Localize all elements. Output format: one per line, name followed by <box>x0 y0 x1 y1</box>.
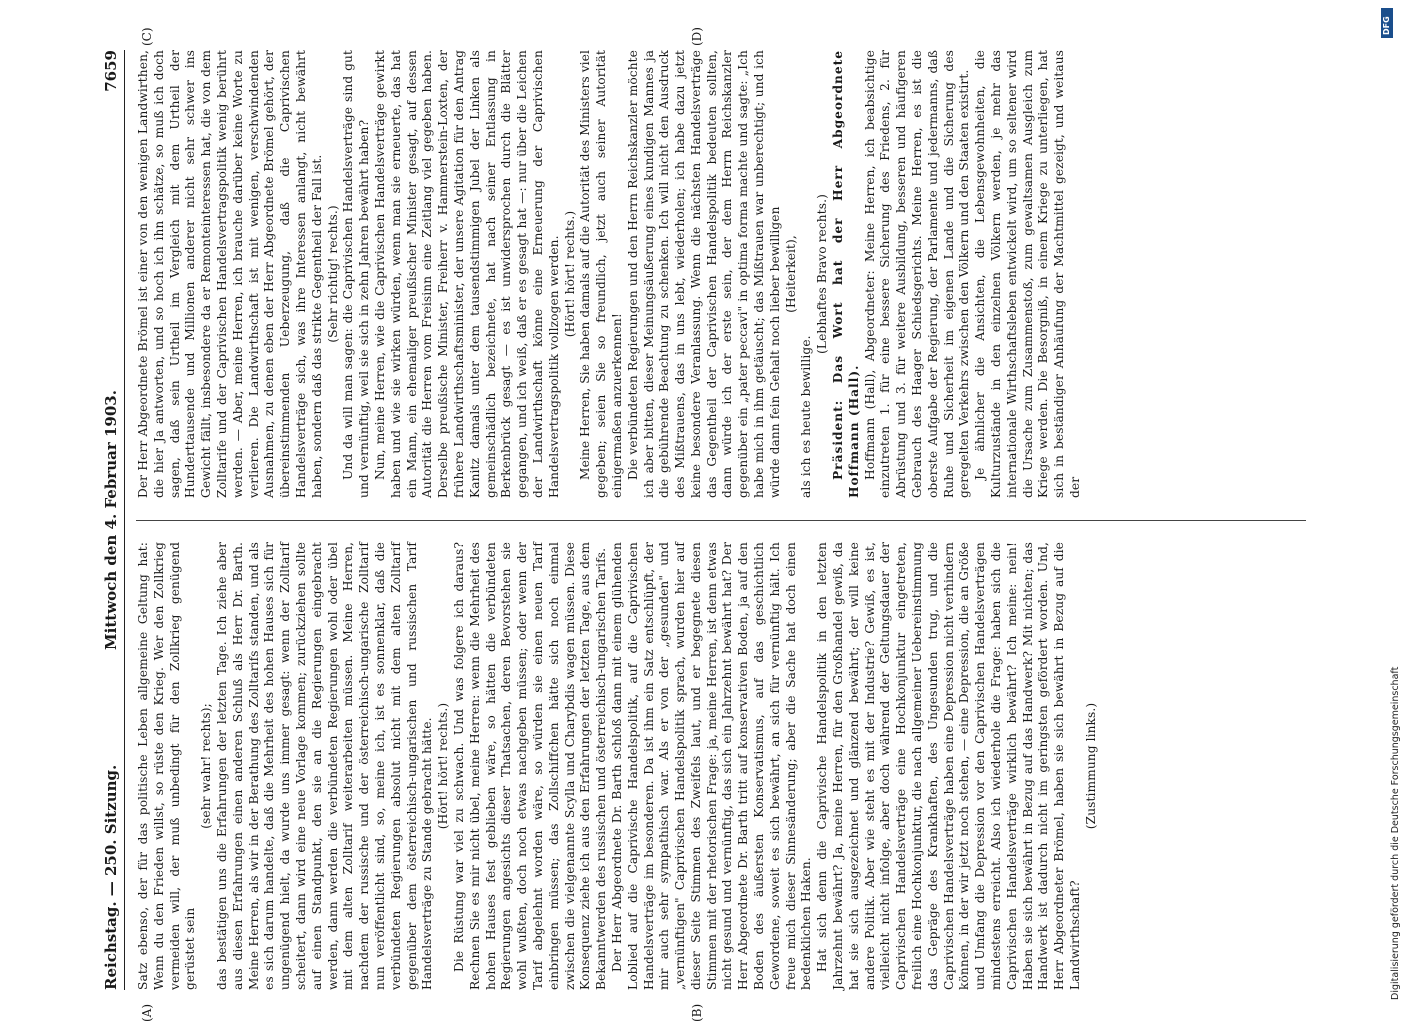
paragraph: Der Herr Abgeordnete Dr. Barth schloß dann mit einem glühenden Loblied auf die Caprivische Handelspolitik, auf die Caprivischen Handelsverträge im besonderen. Da ist ihm ein Satz entschlüpft, der mir auch sehr sympathisch war. Als er von der „gesunden" und „vernünftigen" Caprivischen Handelspolitik sprach, wurden hier auf dieser Seite Stimmen des Zweifels laut, und er begegnete diesen Stimmen mit der rhetorischen Frage: ja, meine Herren, ist denn etwas nicht gesund und vernünftig, das sich ein Jahrzehnt bewährt hat? Der Herr Abgeordnete Dr. Barth tritt auf konservativen Boden, ja auf den Boden des äußersten Konservatismus, auf das geschichtlich Gewordene, soweit es sich bewährt, an sich für vernünftig hält. Ich freue mich dieser Sinnesänderung; aber die Sache hat doch einen bedenklichen Haken. <box>609 542 814 990</box>
paragraph: Meine Herren, Sie haben damals auf die Autorität des Ministers viel gegeben; seien Sie so freundlich, jetzt auch seiner Autorität einigermaßen anzuerkennen! <box>578 50 624 498</box>
left-column <box>136 542 1306 990</box>
paragraph: Und da will man sagen: die Caprivischen Handelsverträge sind gut und vernünftig, weil sie sich in zehn Jahren bewährt haben? <box>341 50 372 498</box>
speaker-president: Präsident: Das Wort hat der Herr Abgeordnete Hoffmann (Hall). <box>831 50 861 498</box>
paragraph: Satz ebenso, der für das politische Leben allgemeine Geltung hat: Wenn du den Frieden willst, so rüste den Krieg. Wer den Zollkrieg vermeiden will, der muß unbedingt für den Zollkrieg genügend gerüstet sein <box>136 542 198 990</box>
page-header <box>100 50 125 990</box>
paragraph: Der Herr Abgeordnete Brömel ist einer von den wenigen Landwirthen, die hier Ja antworten, und so hoch ich ihn schätze, so muß ich doch sagen, daß sein Urtheil im Vergleich mit dem Urtheil der Hunderttausende und Millionen anderer nicht sehr schwer ins Gewicht fällt, insbesondere da er Remonteinteressen hat, die von dem Zolltarife und der Caprivischen Handelsvertragspolitik wenig berührt werden. — Aber, meine Herren, ich brauche darüber keine Worte zu verlieren. Die Landwirthschaft ist mit wenigen, verschwindenden Ausnahmen, zu denen eben der Herr Abgeordnete Brömel gehört, der übereinstimmenden Ueberzeugung, daß die Caprivischen Handelsverträge sich, was ihre Interessen anlangt, nicht bewährt haben, sondern daß das strikte Gegentheil der Fall ist. <box>136 50 324 498</box>
document-page <box>100 27 1310 1022</box>
credit-text: Digitalisierung gefördert durch die Deutsche Forschungsgemeinschaft <box>1390 666 1401 1000</box>
header-date: Mittwoch den 4. Februar 1903. <box>102 390 120 650</box>
speaker-paragraph: Hoffmann (Hall), Abgeordneter: Meine Herren, ich beabsichtige einzutreten 1. für eine bessere Sicherung des Friedens, 2. für Abrüstung und 3. für weitere Ausbildung, besseren und häufigeren Gebrauch des Haager Schiedsgerichts. Meine Herren, es ist die oberste Aufgabe der Regierung, der Parlamente und jedermanns, daß Ruhe und Sicherheit im eigenen Lande und die Sicherung des geregelten Verkehrs zwischen den Völkern und den Staaten existirt. <box>862 50 972 498</box>
paragraph: Nun, meine Herren, wie die Caprivischen Handelsverträge gewirkt haben und wie sie wirken würden, wenn man sie erneuerte, das hat ein Mann, ein ehemaliger preußischer Minister gesagt, auf dessen Autorität die Herren vom Freisinn eine Zeitlang viel gegeben haben. Derselbe preußische Minister, Freiherr v. Hammerstein-Loxten, der frühere Landwirthschaftsminister, der unsere Agitation für den Antrag Kanitz damals unter dem tausendstimmigen Jubel der Linken als gemeinschädlich bezeichnete, hat nach seiner Entlassung in Berkenbrück gesagt — es ist unwidersprochen durch die Blätter gegangen, und ich weiß, daß er es gesagt hat —: nur über die Leichen der Landwirthschaft könne eine Erneuerung der Caprivischen Handelsvertragspolitik vollzogen werden. <box>372 50 561 498</box>
interjection: (Heiterkeit), <box>783 235 798 313</box>
column-divider <box>136 520 1306 521</box>
paragraph: Die verbündeten Regierungen und den Herrn Reichskanzler möchte ich aber bitten, dieser Meinungsäußerung eines kundigen Mannes ja die gebührende Beachtung zu schenken. Ich will nicht den Ausdruck des Mißtrauens, das in uns lebt, wiederholen; ich habe dazu jetzt keine besondere Veranlassung. Wenn die nächsten Handelsverträge das Gegentheil der Caprivischen Handelspolitik bedeuten sollten, dann würde ich der erste sein, der dem Herrn Reichskanzler gegenüber ein „pater peccavi" in optima forma machte und sagte: „Ich habe mich in ihm getäuscht; das Mißtrauen war unberechtigt; und ich würde dann fein Gehalt noch lieber bewilligen <box>625 50 782 498</box>
interjection: (Hört! hört! rechts.) <box>436 702 451 830</box>
header-left: Reichstag. — 250. Sitzung. <box>102 764 120 990</box>
margin-mark-a: (A) <box>140 1003 154 1022</box>
paragraph: als ich es heute bewillige. <box>799 335 814 498</box>
paragraph: Die Rüstung war viel zu schwach. Und was folgere ich daraus? Rechnen Sie es mir nicht übel, meine Herren: wenn die Mehrheit des hohen Hauses fest geblieben wäre, so hätten die verbündeten Regierungen angesichts dieser Thatsachen, deren Bevorstehen sie wohl wußten, doch noch etwas nachgeben müssen; oder wenn der Tarif abgelehnt worden wäre, so würden sie einen neuen Tarif einbringen müssen; das Zollschiffchen hätte sich noch einmal zwischen die vielgenannte Scylla und Charybdis wagen müssen. Diese Konsequenz ziehe ich aus den Erfahrungen der letzten Tage, aus dem Bekanntwerden des russischen und österreichisch-ungarischen Tarifs. <box>451 542 609 990</box>
margin-mark-c: (C) <box>140 27 154 46</box>
right-column <box>136 50 1306 498</box>
interjection: (Hört! hört! rechts.) <box>562 210 577 338</box>
paragraph: Je ähnlicher die Ansichten, die Lebensgewohnheiten, die Kulturzustände in den einzelnen Völkern werden, je mehr das internationale Wirthschaftsleben entwickelt wird, um so seltener wird die Ursache zum Zusammenstoß, zum gewaltsamen Ausgleich zum Kriege werden. Die Besorgniß, in einem Kriege zu unterliegen, hat sich in beständiger Anhäufung der Machtmittel gezeigt, und weitaus der <box>973 50 1083 498</box>
margin-mark-b: (B) <box>690 1003 704 1022</box>
interjection: (Sehr richtig! rechts.) <box>325 205 340 343</box>
interjection: (Zustimmung links.) <box>1083 702 1098 830</box>
margin-mark-d: (D) <box>690 27 704 46</box>
paragraph: das bestätigen uns die Erfahrungen der letzten Tage. Ich ziehe aber aus diesen Erfahrungen einen anderen Schluß als Herr Dr. Barth. Meine Herren, als wir in der Berathung des Zolltarifs standen, und als es sich darum handelte, daß die Mehrheit des hohen Hauses sich für ungenügend hielt, da wurde uns immer gesagt: wenn der Zolltarif scheitert, dann wird eine neue Vorlage kommen; zurückziehen sollte auf einen Standpunkt, den sie an die Regierungen eingebracht werden, dann werden die verbündeten Regierungen wohl oder übel mit dem alten Zolltarif weiterarbeiten müssen. Meine Herren, nachdem der russische und der österreichisch-ungarische Zolltarif nun veröffentlicht sind, so, meine ich, ist es sonnenklar, daß die verbündeten Regierungen absolut nicht mit dem alten Zolltarif gegenüber dem österreichisch-ungarischen und russischen Tarif Handelsverträge zu Stande gebracht hätte. <box>214 542 435 990</box>
digitization-credit <box>1378 10 1401 1000</box>
dfg-logo-text: DFG <box>1382 16 1391 35</box>
interjection: (sehr wahr! rechts); <box>199 703 214 829</box>
interjection: (Lebhaftes Bravo rechts.) <box>815 194 830 354</box>
paragraph: Hat sich denn die Caprivische Handelspolitik in den letzten Jahrzehnt bewährt? Ja, meine Herren, für den Großhandel gewiß, da hat sie sich ausgezeichnet und glänzend bewährt; der will keine andere Politik. Aber wie steht es mit der Industrie? Gewiß, es ist, vielleicht nicht infolge, aber doch während der Geltungsdauer der Caprivischen Handelsverträge eine Hochkonjunktur eingetreten, freilich eine Hochkonjunktur, die nach allgemeiner Uebereinstimmung das Gepräge des Krankhaften, des Ungesunden trug, und die Caprivischen Handelsverträge haben eine Depression nicht verhindern können, in der wir jetzt noch stehen, — eine Depression, die an Größe und Umfang die Depression vor den Caprivischen Handelsverträgen mindestens erreicht. Also ich wiederhole die Frage: haben sich die Caprivischen Handelsverträge wirklich bewährt? Ich meine: nein! Haben sie sich bewährt in Bezug auf das Handwerk? Mit nichten; das Handwerk ist dadurch nicht im geringsten gefördert worden. Und, Herr Abgeordneter Brömel, haben sie sich bewährt in Bezug auf die Landwirthschaft? <box>815 542 1083 990</box>
page-number: 7659 <box>102 50 120 92</box>
